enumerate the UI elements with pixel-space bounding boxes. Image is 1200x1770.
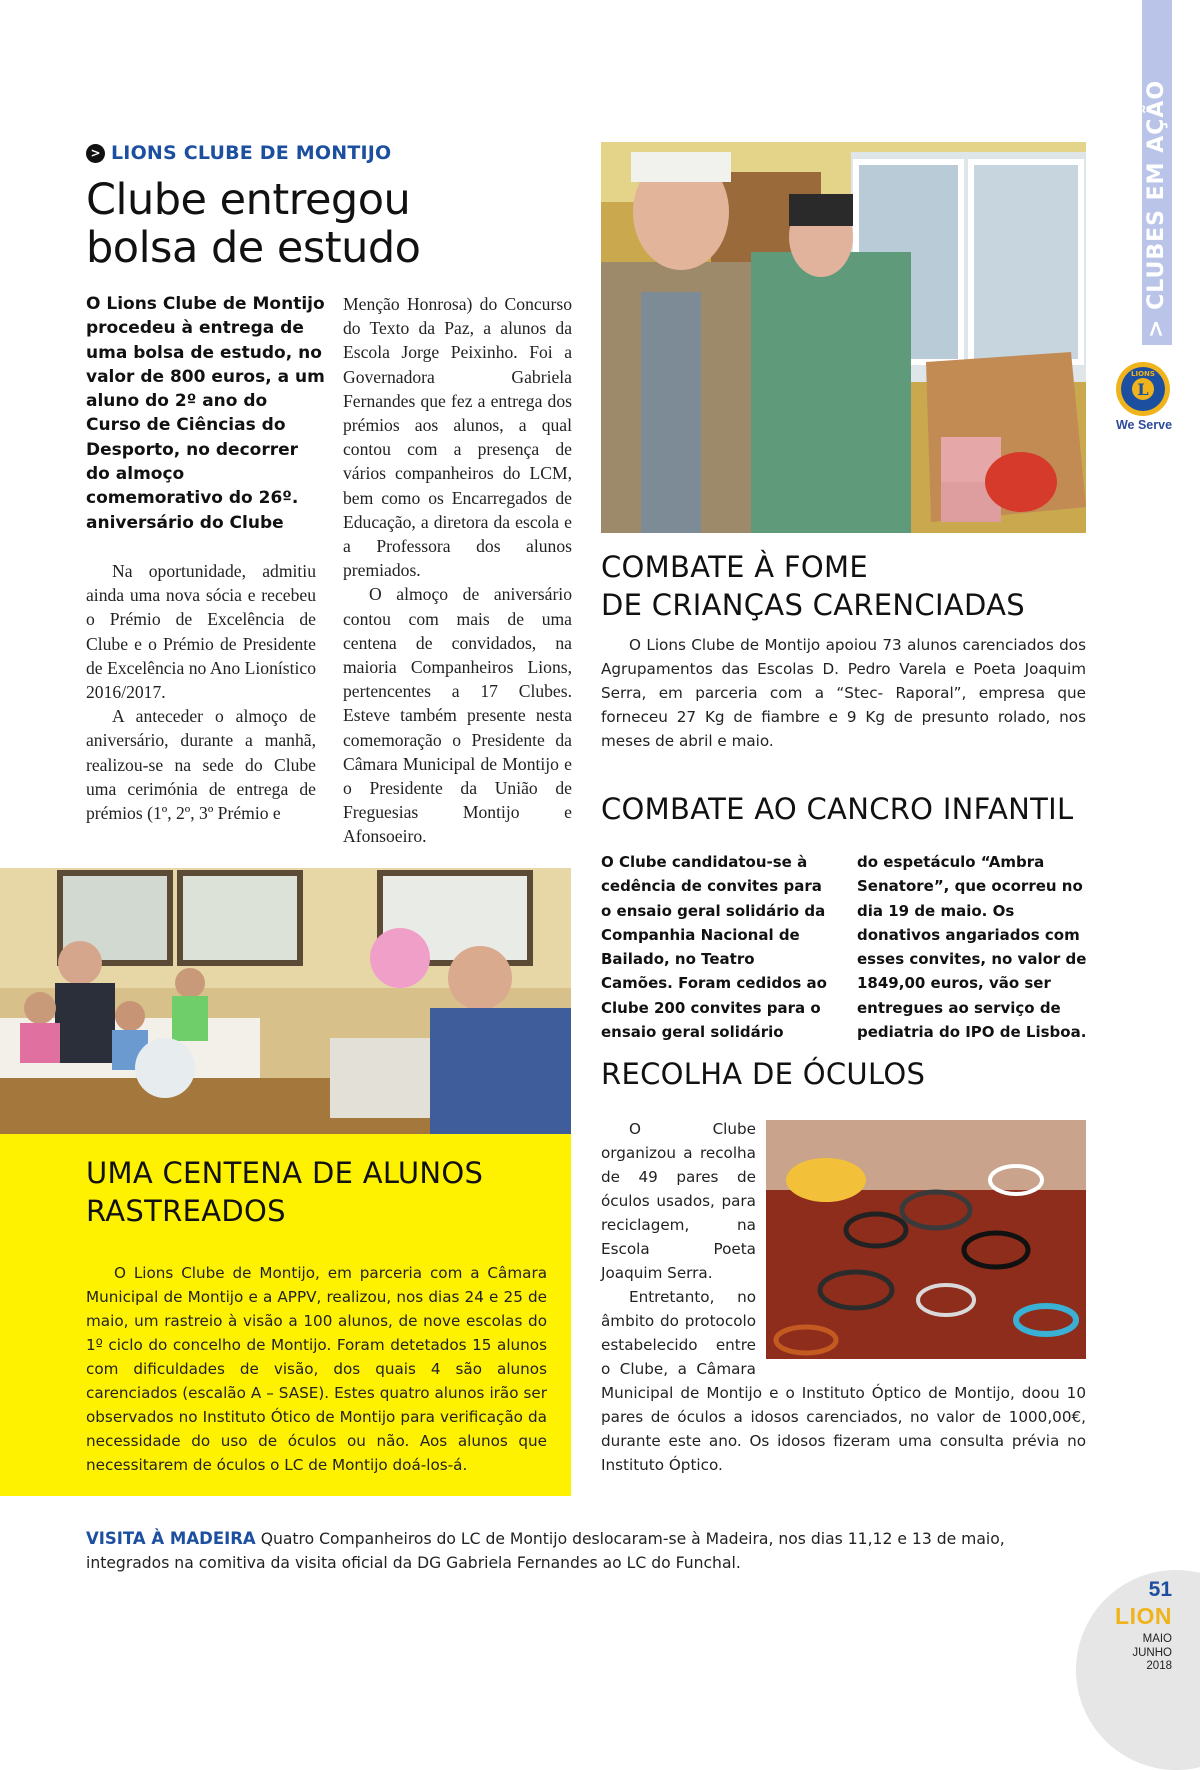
paragraph: Entretanto, no âmbito do protocolo estabelecido entre o Clube, a Câmara Municipal de Montijo e o Instituto Óptico de Montijo, doou 10 pares de óculos a idosos carenciados, no valor de 1000,00€, durante este ano. Os idosos fizeram uma consulta prévia no Instituto Óptico.: [601, 1288, 1086, 1474]
visita-label: VISITA À MADEIRA: [86, 1529, 256, 1548]
paragraph: O Clube organizou a recolha de 49 pares de óculos usados, para reciclagem, na Escola Poeta Joaquim Serra.: [601, 1120, 756, 1282]
paragraph: O almoço de aniversário contou com mais de uma centena de convidados, na maioria Companheiros Lions, pertencentes a 17 Clubes. Esteve também presente nesta comemoração o Presidente da Câmara Municipal de Montijo e o Presidente da União de Freguesias Montijo e Afonsoeiro.: [343, 584, 572, 847]
logo-tagline: We Serve: [1115, 418, 1173, 432]
article-lead: O Lions Clube de Montijo procedeu à entrega de uma bolsa de estudo, no valor de 800 euros, a um aluno do 2º ano do Curso de Ciências do Desporto, no decorrer do almoço comemorativo do 26º. aniversário do Clube: [86, 294, 325, 533]
article-title: [86, 176, 586, 272]
section-label-text: LIONS CLUBE DE MONTIJO: [111, 142, 392, 164]
svg-text:L: L: [1137, 380, 1149, 399]
fome-text: O Lions Clube de Montijo apoiou 73 alunos carenciados dos Agrupamentos das Escolas D. Pedro Varela e Poeta Joaquim Serra, em parceria com a “Stec- Raporal”, empresa que forneceu 27 Kg de fiambre e 9 Kg de presunto rolado, nos meses de abril e maio.: [601, 636, 1086, 750]
paragraph: A anteceder o almoço de aniversário, durante a manhã, realizou-se na sede do Clube uma cerimónia de entrega de prémios (1º, 2º, 3º Prémio e: [86, 706, 316, 824]
cancro-column-2: do espetáculo “Ambra Senatore”, que ocorreu no dia 19 de maio. Os donativos angariados com esses convites, no valor de 1849,00 euros, vão ser entregues ao serviço de pediatria do IPO de Lisboa.: [857, 853, 1087, 1042]
visita-note: [86, 1527, 1086, 1575]
alunos-text: O Lions Clube de Montijo, em parceria com a Câmara Municipal de Montijo e a APPV, realizou, nos dias 24 e 25 de maio, um rastreio à visão a 100 alunos, de nove escolas do 1º ciclo do concelho de Montijo. Foram detetados 15 alunos com dificuldades de visão, dos quais 4 são alunos carenciados (escalão A – SASE). Estes quatro alunos irão ser observados no Instituto Ótico de Montijo para verificação da necessidade do uso de óculos ou não. Aos alunos que necessitarem de óculos o LC de Montijo doá-los-á.: [86, 1264, 547, 1474]
page-number: 51: [1148, 1578, 1172, 1601]
visita-text: Quatro Companheiros do LC de Montijo deslocaram-se à Madeira, nos dias 11,12 e 13 de maio, integrados na comitiva da visita oficial da DG Gabriela Fernandes ao LC do Funchal.: [86, 1530, 1005, 1572]
fome-title: COMBATE À FOME DE CRIANÇAS CARENCIADAS: [601, 550, 1025, 622]
oculos-title: RECOLHA DE ÓCULOS: [601, 1057, 926, 1091]
paragraph: Na oportunidade, admitiu ainda uma nova sócia e recebeu o Prémio de Excelência de Clube e o Prémio de Presidente de Excelência no Ano Lionístico 2016/2017.: [86, 561, 316, 703]
photo-glasses-pile: [766, 1120, 1086, 1359]
photo-vision-screening: [0, 868, 571, 1134]
article-column-2: [343, 292, 572, 849]
alunos-title: UMA CENTENA DE ALUNOS RASTREADOS: [86, 1156, 484, 1228]
arrow-right-icon: >: [86, 144, 105, 163]
paragraph: Menção Honrosa) do Concurso do Texto da Paz, a alunos da Escola Jorge Peixinho. Foi a Governadora Gabriela Fernandes que fez a entrega dos prémios aos alunos, a qual contou com a presença de vários companheiros do LCM, bem como os Encarregados de Educação, a diretora da escola e a Professora dos alunos premiados.: [343, 294, 572, 581]
section-label: [86, 142, 391, 164]
issue-months: MAIO JUNHO: [1132, 1633, 1172, 1659]
magazine-name: LION: [1115, 1603, 1172, 1629]
logo-text: LIONS: [1131, 370, 1155, 378]
issue-year: 2018: [1146, 1660, 1172, 1672]
photo-food-donation: [601, 142, 1086, 533]
article-column-1: [86, 559, 316, 825]
article-title-line1: Clube entregou: [86, 175, 411, 225]
cancro-column-1: O Clube candidatou-se à cedência de convites para o ensaio geral solidário da Companhia Nacional de Bailado, no Teatro Camões. Foram cedidos ao Clube 200 convites para o ensaio geral solidário: [601, 853, 827, 1042]
lions-logo: [1112, 360, 1174, 418]
cancro-title: COMBATE AO CANCRO INFANTIL: [601, 792, 1074, 826]
article-title-line2: bolsa de estudo: [86, 223, 421, 273]
